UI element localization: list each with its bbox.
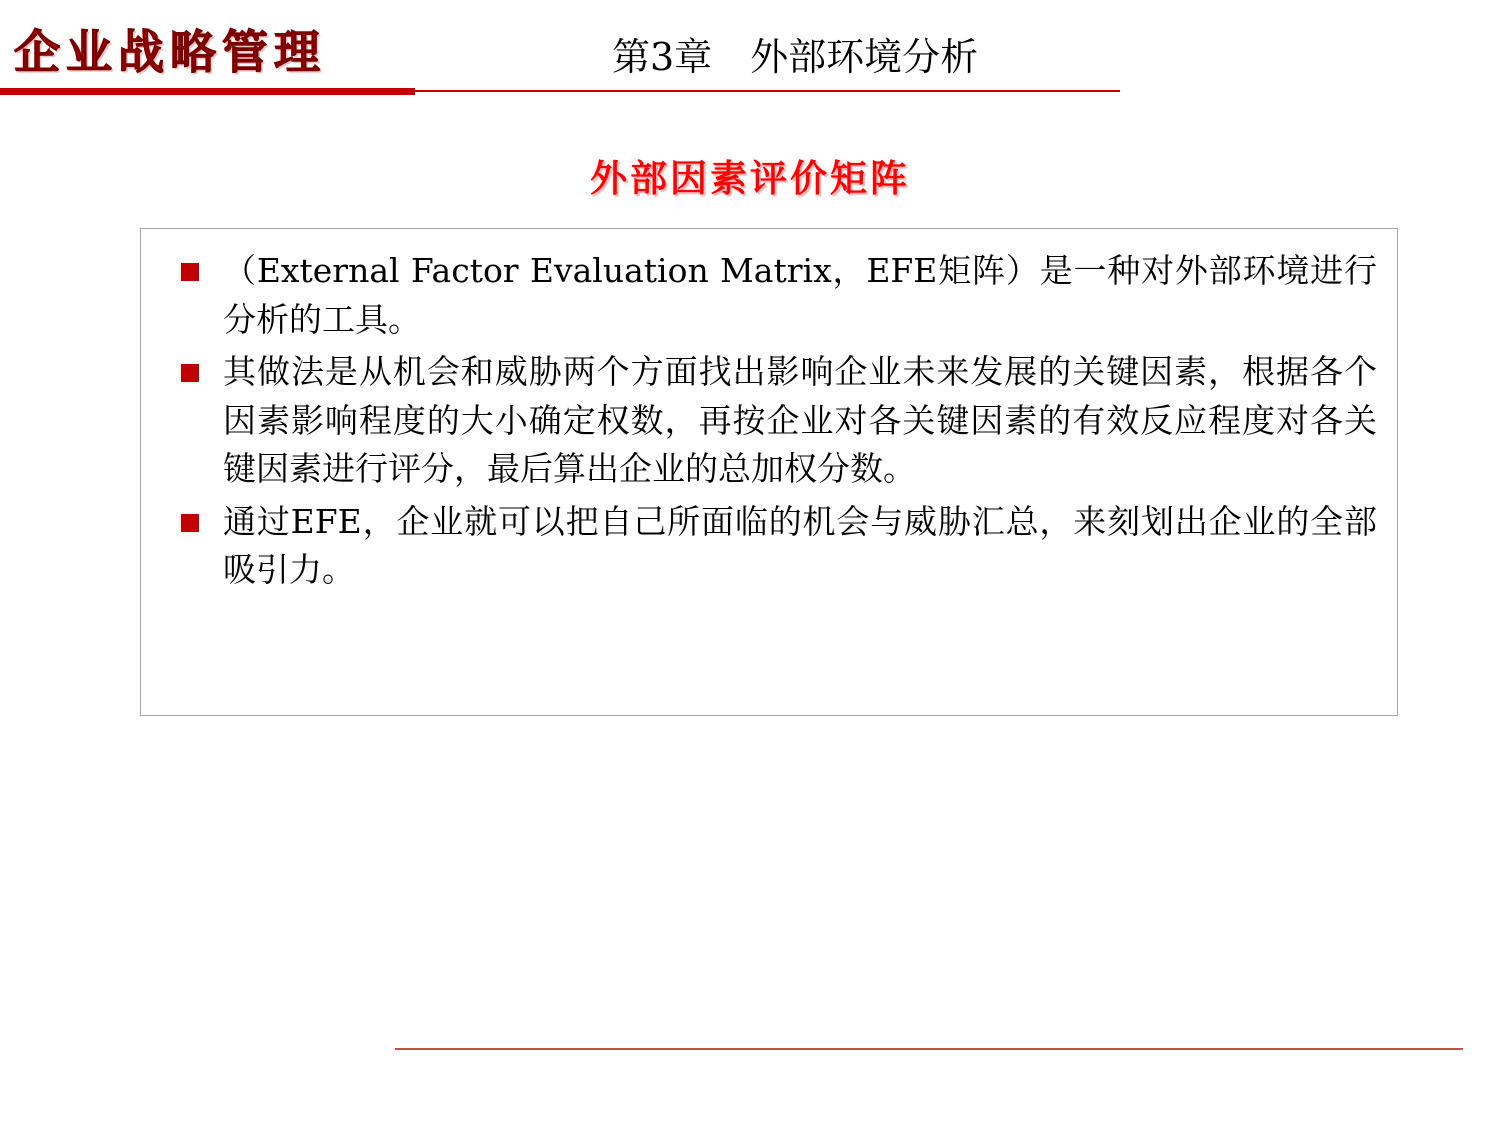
list-item-text: （External Factor Evaluation Matrix，EFE矩阵）是一种对外部环境进行分析的工具。 xyxy=(223,251,1377,339)
content-box xyxy=(140,228,1398,716)
slide-heading: 外部因素评价矩阵 xyxy=(590,157,910,200)
list-item-text: 通过EFE，企业就可以把自己所面临的机会与威胁汇总，来刻划出企业的全部吸引力。 xyxy=(223,501,1377,589)
bullet-list xyxy=(161,247,1377,595)
bullet-square-icon xyxy=(181,514,199,532)
bullet-square-icon xyxy=(181,364,199,382)
header-rule-thick xyxy=(0,88,415,95)
list-item xyxy=(161,498,1377,595)
slide-header xyxy=(0,0,1500,100)
chapter-title: 第3章 外部环境分析 xyxy=(612,35,979,79)
course-title: 企业战略管理 xyxy=(14,26,326,78)
list-item-text: 其做法是从机会和威胁两个方面找出影响企业未来发展的关键因素，根据各个因素影响程度的大小确定权数，再按企业对各关键因素的有效反应程度对各关键因素进行评分，最后算出企业的总加权分数。 xyxy=(223,352,1377,488)
bullet-square-icon xyxy=(181,263,199,281)
list-item xyxy=(161,348,1377,494)
header-rule-thin xyxy=(415,90,1120,92)
list-item xyxy=(161,247,1377,344)
footer-rule xyxy=(395,1048,1463,1050)
